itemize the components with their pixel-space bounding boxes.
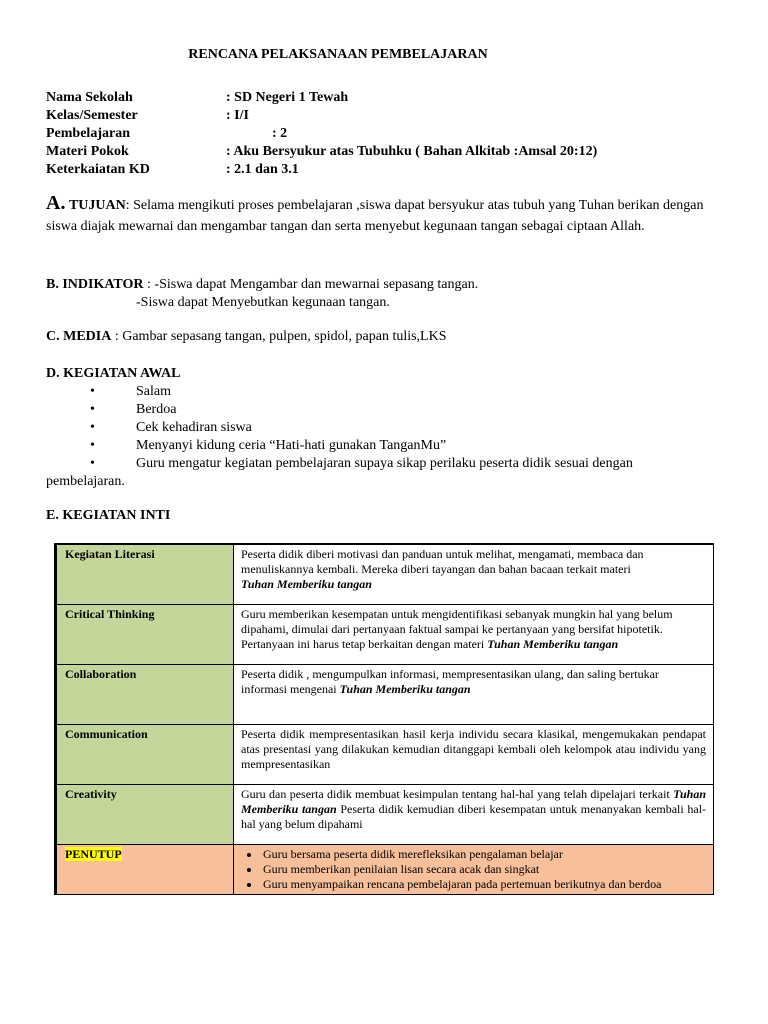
media-text: : Gambar sepasang tangan, pulpen, spidol, papan tulis,LKS xyxy=(111,329,447,344)
table-key-cell: Collaboration xyxy=(56,665,234,725)
bullet-icon: • xyxy=(90,402,95,417)
info-value: : Aku Bersyukur atas Tubuhku ( Bahan Alkitab :Amsal 20:12) xyxy=(226,144,598,159)
list-item: • Cek kehadiran siswa xyxy=(90,420,252,435)
indikator-line-1: : -Siswa dapat Mengambar dan mewarnai sepasang tangan. xyxy=(143,277,479,292)
section-letter: A. xyxy=(46,192,66,214)
table-value-cell xyxy=(234,605,714,665)
info-row-nama-sekolah xyxy=(46,89,706,107)
info-value: : 2.1 dan 3.1 xyxy=(226,162,299,177)
document-title: RENCANA PELAKSANAAN PEMBELAJARAN xyxy=(188,47,488,62)
list-item: • Guru mengatur kegiatan pembelajaran supaya sikap perilaku peserta didik sesuai dengan xyxy=(90,456,633,471)
indikator-line-2: -Siswa dapat Menyebutkan kegunaan tangan. xyxy=(136,295,390,310)
table-key-cell xyxy=(56,845,234,895)
cell-text: Peserta didik mempresentasikan hasil kerja individu secara klasikal, mengemukakan pendapat atas presentasi yang dilakukan kemudian ditanggapi kembali oleh kelompok atau individu yang mempresentasikan xyxy=(241,727,706,771)
table-row xyxy=(56,544,714,605)
table-row xyxy=(56,665,714,725)
table-value-cell xyxy=(234,845,714,895)
info-row-keterkaitan-kd xyxy=(46,161,706,179)
cell-text: Peserta didik diberi motivasi dan panduan untuk melihat, mengamati, membaca dan menuliskannya kembali. Mereka diberi tayangan dan bahan bacaan terkait materi xyxy=(241,547,644,576)
table-value-cell xyxy=(234,725,714,785)
info-value: : 2 xyxy=(272,126,288,141)
cell-text: Peserta didik , mengumpulkan informasi, mempresentasikan ulang, dan saling bertukar informasi mengenai xyxy=(241,667,659,696)
list-item: • Menyanyi kidung ceria “Hati-hati gunakan TanganMu” xyxy=(90,438,447,453)
info-row-kelas-semester xyxy=(46,107,706,125)
info-label: Pembelajaran xyxy=(46,126,130,141)
info-value: : SD Negeri 1 Tewah xyxy=(226,90,349,105)
cell-emphasis: Tuhan Memberiku tangan xyxy=(241,787,707,816)
info-row-pembelajaran xyxy=(46,125,706,143)
section-kegiatan-inti-heading xyxy=(46,508,170,524)
table-value-cell xyxy=(234,785,714,845)
info-label: Keterkaiatan KD xyxy=(46,162,150,177)
list-item: • Guru bersama peserta didik merefleksikan pengalaman belajar xyxy=(261,847,706,862)
table-row xyxy=(56,725,714,785)
bullet-icon: • xyxy=(90,384,95,399)
section-heading: . KEGIATAN INTI xyxy=(55,508,171,523)
section-heading: TUJUAN xyxy=(68,198,126,213)
table-key-cell: Communication xyxy=(56,725,234,785)
identity-block xyxy=(46,89,706,179)
cell-emphasis: Tuhan Memberiku tangan xyxy=(339,682,471,696)
table-key-cell: Creativity xyxy=(56,785,234,845)
bullet-icon: • xyxy=(90,420,95,435)
cell-text-after: Peserta didik kemudian diberi kesempatan untuk menanyakan kembali hal-hal yang belum dipahami xyxy=(241,802,707,831)
section-media xyxy=(46,329,447,345)
list-item: • Salam xyxy=(90,384,171,399)
table-row xyxy=(56,605,714,665)
bullet-icon: • xyxy=(90,456,95,471)
info-label: Nama Sekolah xyxy=(46,90,133,105)
info-label: Materi Pokok xyxy=(46,144,129,159)
bullet-icon: • xyxy=(90,438,95,453)
section-heading: B. INDIKATOR xyxy=(46,277,144,292)
list-item: • Berdoa xyxy=(90,402,177,417)
table-row xyxy=(56,785,714,845)
list-item: • Guru memberikan penilaian lisan secara acak dan singkat xyxy=(261,862,706,877)
cell-text: Guru memberikan kesempatan untuk mengidentifikasi sebanyak mungkin hal yang belum dipahami, dimulai dari pertanyaan faktual sampai ke pertanyaan yang bersifat hipotetik. Pertanyaan ini harus tetap berkaitan dengan materi xyxy=(241,607,673,651)
info-value: : I/I xyxy=(226,108,249,123)
section-text: : Selama mengikuti proses pembelajaran ,siswa dapat bersyukur atas tubuh yang Tuhan berikan dengan siswa diajak mewarnai dan mengambar tangan dan serta menyebut kegunaan tangan sebagai ciptaan Allah. xyxy=(46,198,704,234)
section-heading: C. MEDIA xyxy=(46,329,112,344)
section-indikator xyxy=(46,276,706,312)
cell-emphasis: Tuhan Memberiku tangan xyxy=(487,637,619,651)
section-heading: D. KEGIATAN AWAL xyxy=(46,366,181,381)
penutup-list xyxy=(241,847,706,892)
list-item: • Guru menyampaikan rencana pembelajaran pada pertemuan berikutnya dan berdoa xyxy=(261,877,706,892)
section-letter: E xyxy=(46,508,56,523)
list-continuation: pembelajaran. xyxy=(46,474,125,489)
section-tujuan xyxy=(46,193,710,237)
table-value-cell xyxy=(234,665,714,725)
kegiatan-inti-table xyxy=(54,543,714,895)
cell-text: Guru dan peserta didik membuat kesimpulan tentang hal-hal yang telah dipelajari terkait xyxy=(241,787,670,801)
cell-emphasis: Tuhan Memberiku tangan xyxy=(241,577,372,591)
table-value-cell xyxy=(234,544,714,605)
penutup-label: PENUTUP xyxy=(65,847,122,861)
table-row-penutup xyxy=(56,845,714,895)
info-label: Kelas/Semester xyxy=(46,108,138,123)
section-kegiatan-awal xyxy=(46,365,710,491)
table-key-cell: Critical Thinking xyxy=(56,605,234,665)
info-row-materi-pokok xyxy=(46,143,706,161)
table-key-cell: Kegiatan Literasi xyxy=(56,544,234,605)
